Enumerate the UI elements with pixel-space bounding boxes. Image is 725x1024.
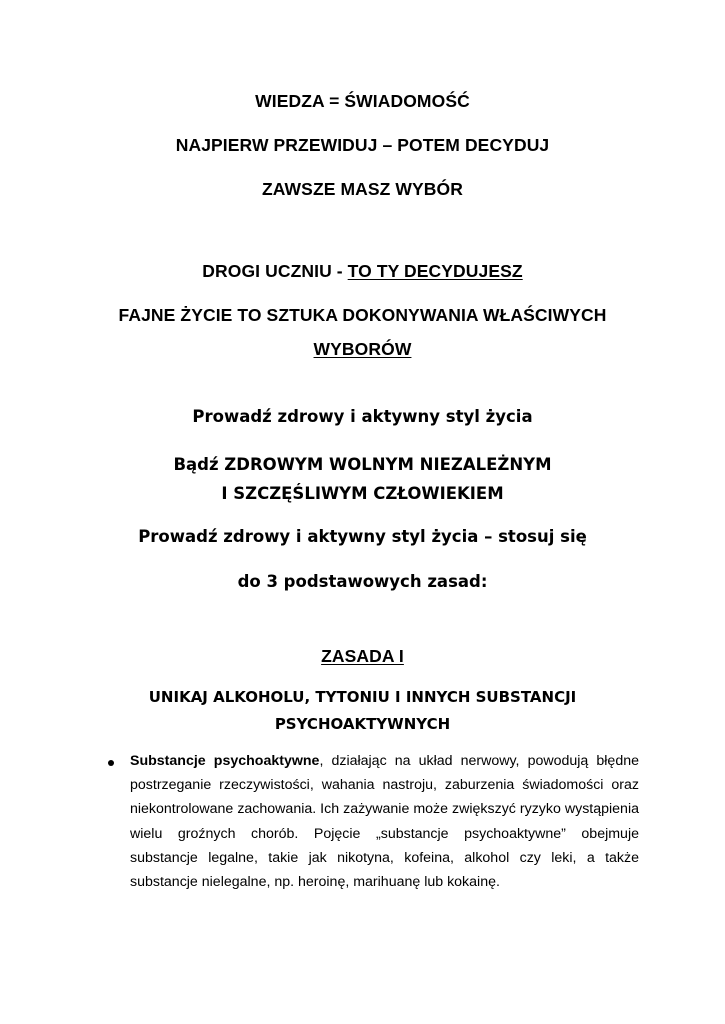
motto-line-4: Prowadź zdrowy i aktywny styl życia – stosuj się	[138, 527, 587, 546]
to-ty-decydujesz-text: TO TY DECYDUJESZ	[347, 261, 523, 281]
motto-line-3: I SZCZĘŚLIWYM CZŁOWIEKIEM	[221, 484, 504, 503]
motto-line-5: do 3 podstawowych zasad:	[237, 572, 488, 591]
heading-zawsze: ZAWSZE MASZ WYBÓR	[262, 179, 463, 199]
drogi-uczniu-text: DROGI UCZNIU -	[202, 261, 348, 281]
bullet-bold-term: Substancje psychoaktywne	[130, 753, 320, 769]
zasada-title-text: ZASADA I	[321, 646, 404, 666]
heading-wiedza: WIEDZA = ŚWIADOMOŚĆ	[255, 91, 470, 111]
zasada-subtitle-line-2: PSYCHOAKTYWNYCH	[274, 715, 451, 733]
heading-fajne-zycie: FAJNE ŻYCIE TO SZTUKA DOKONYWANIA WŁAŚCIWYCH	[118, 305, 607, 325]
heading-najpierw: NAJPIERW PRZEWIDUJ – POTEM DECYDUJ	[175, 135, 550, 155]
heading-wyborow	[0, 339, 725, 360]
bullet-point-icon	[108, 760, 114, 766]
bullet-body-text: , działając na układ nerwowy, powodują błędne postrzeganie rzeczywistości, wahania nastroju, zaburzenia świadomości oraz niekontrolowane zachowania. Ich zażywanie może zwiększyć ryzyko wystąpienia wielu groźnych chorób. Pojęcie „substancje psychoaktywne” obejmuje substancje legalne, takie jak nikotyna, kofeina, alkohol czy leki, a także substancje nielegalne, np. heroinę, marihuanę lub kokainę.	[130, 753, 639, 891]
motto-line-2: Bądź ZDROWYM WOLNYM NIEZALEŻNYM	[173, 455, 552, 474]
zasada-title	[0, 646, 725, 667]
zasada-subtitle-line-1: UNIKAJ ALKOHOLU, TYTONIU I INNYCH SUBSTANCJI	[148, 688, 577, 706]
heading-drogi-uczniu	[0, 261, 725, 282]
motto-line-1: Prowadź zdrowy i aktywny styl życia	[192, 407, 533, 426]
wyborow-text: WYBORÓW	[313, 339, 412, 359]
bullet-paragraph	[130, 749, 639, 894]
